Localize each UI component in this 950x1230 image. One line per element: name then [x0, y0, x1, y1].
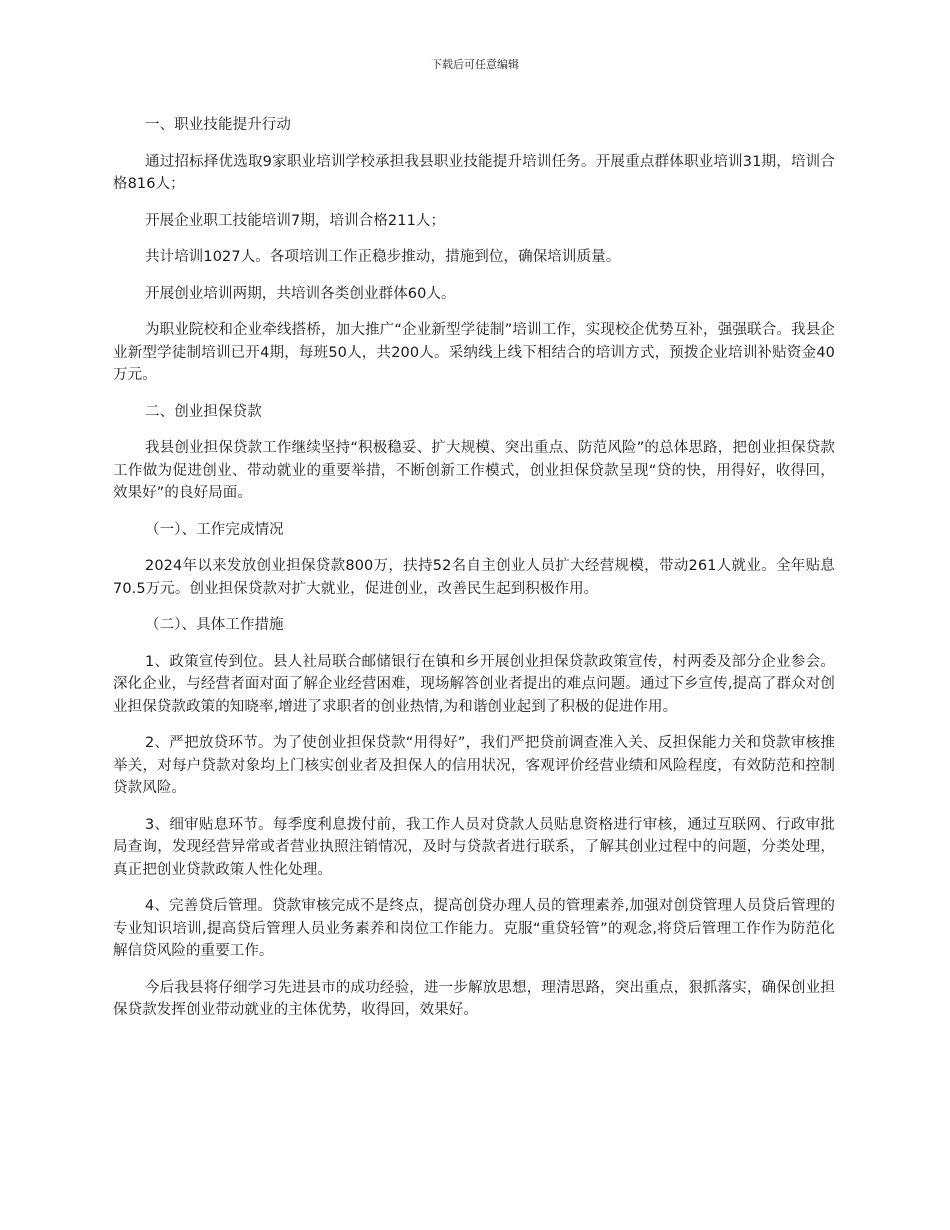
paragraph-measure-publicity: 1、政策宣传到位。县人社局联合邮储银行在镇和乡开展创业担保贷款政策宣传，村两委及部分企业参会。深化企业，与经营者面对面了解企业经营困难，现场解答创业者提出的难点问题。通过下乡宣传,提高了群众对创业担保贷款政策的知晓率,增进了求职者的创业热情,为和谐创业起到了积极的促进作用。 [113, 653, 835, 715]
paragraph-apprenticeship: 为职业院校和企业牵线搭桥，加大推广“企业新型学徒制”培训工作，实现校企优势互补，强强联合。我县企业新型学徒制培训已开4期，每班50人，共200人。采纳线上线下相结合的培训方式，预拨企业培训补贴资金40万元。 [113, 322, 835, 383]
paragraph-employee-training: 开展企业职工技能培训7期，培训合格211人； [145, 212, 446, 229]
paragraph-loan-approach: 我县创业担保贷款工作继续坚持“积极稳妥、扩大规模、突出重点、防范风险”的总体思路，把创业担保贷款工作做为促进创业、带动就业的重要举措，不断创新工作模式，创业担保贷款呈现“贷的快，用得好，收得回，效果好”的良好局面。 [113, 440, 835, 501]
paragraph-measure-subsidy: 3、细审贴息环节。每季度利息拨付前，我工作人员对贷款人员贴息资格进行审核，通过互联网、行政审批局查询，发现经营异常或者营业执照注销情况，及时与贷款者进行联系，了解其创业过程中的问题，分类处理，真正把创业贷款政策人性化处理。 [113, 816, 835, 878]
paragraph-total-training: 共计培训1027人。各项培训工作正稳步推动，措施到位，确保培训质量。 [145, 249, 621, 265]
subheading-completion: （一）、工作完成情况 [145, 521, 284, 538]
page-header-note: 下载后可任意编辑 [431, 58, 519, 71]
document-body [113, 114, 835, 1036]
section-heading-loans: 二、创业担保贷款 [145, 403, 262, 420]
paragraph-measure-lending: 2、严把放贷环节。为了使创业担保贷款“用得好”，我们严把贷前调查准入关、反担保能力关和贷款审核推举关，对每户贷款对象均上门核实创业者及担保人的信用状况，客观评价经营业绩和风险程度，有效防范和控制贷款风险。 [113, 735, 835, 796]
section-heading-skills: 一、职业技能提升行动 [145, 117, 291, 133]
paragraph-conclusion: 今后我县将仔细学习先进县市的成功经验，进一步解放思想，理清思路，突出重点，狠抓落实，确保创业担保贷款发挥创业带动就业的主体优势，收得回，效果好。 [113, 979, 835, 1018]
paragraph-loan-results: 2024年以来发放创业担保贷款800万，扶持52名自主创业人员扩大经营规模，带动261人就业。全年贴息70.5万元。创业担保贷款对扩大就业，促进创业，改善民生起到积极作用。 [113, 558, 835, 597]
subheading-measures: （二）、具体工作措施 [145, 617, 284, 633]
paragraph-entrepreneur-training: 开展创业培训两期，共培训各类创业群体60人。 [145, 285, 456, 302]
paragraph-training-schools: 通过招标择优选取9家职业培训学校承担我县职业技能提升培训任务。开展重点群体职业培训31期，培训合格816人； [113, 153, 835, 192]
paragraph-measure-post-loan: 4、完善贷后管理。贷款审核完成不是终点，提高创贷办理人员的管理素养,加强对创贷管理人员贷后管理的专业知识培训,提高贷后管理人员业务素养和岗位工作能力。克服“重贷轻管”的观念,将贷后管理工作作为防范化解信贷风险的重要工作。 [113, 898, 835, 959]
